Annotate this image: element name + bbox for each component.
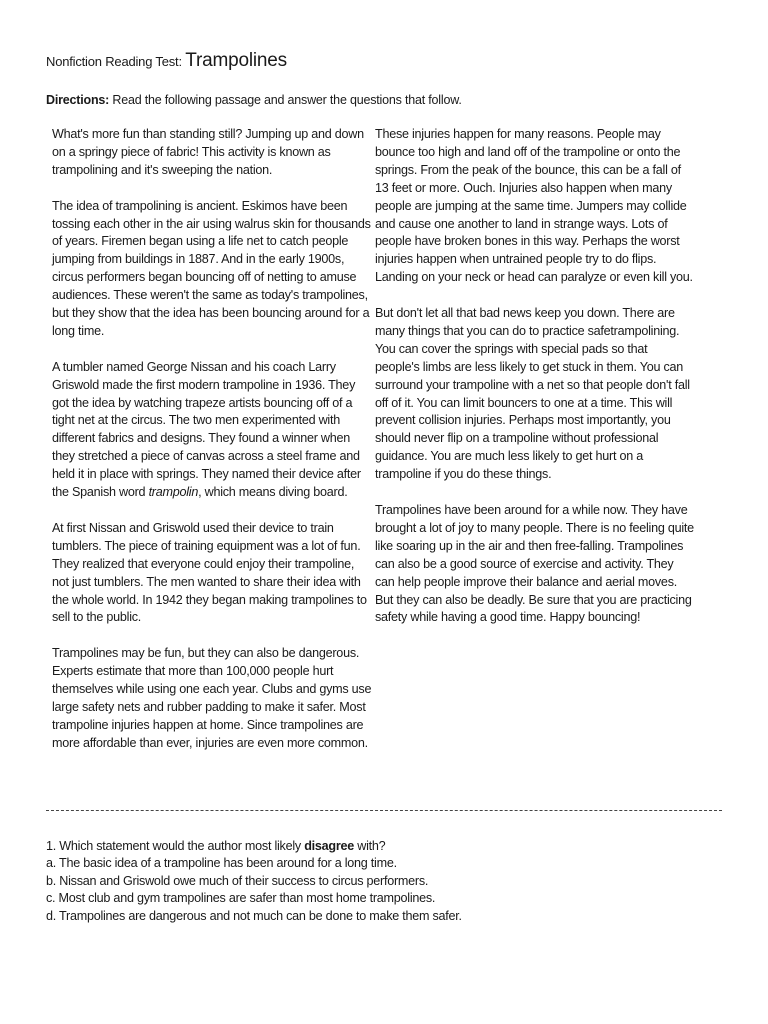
page-title: [46, 50, 287, 72]
answer-choice-a: a. The basic idea of a trampoline has been around for a long time.: [46, 856, 397, 871]
passage-paragraph: What's more fun than standing still? Jumping up and down on a springy piece of fabric! This activity is known as trampolining and it's sweeping the nation.: [52, 127, 364, 177]
title-main: Trampolines: [185, 50, 287, 71]
passage-column-left: [52, 126, 372, 771]
paragraph-text: , which means diving board.: [198, 485, 348, 500]
passage-column-right: [375, 126, 695, 645]
dashed-divider: [46, 810, 722, 811]
passage-paragraph: But don't let all that bad news keep you down. There are many things that you can do to practice safetrampolining. You can cover the springs with special pads so that people's limbs are less likely to get stuck in them. You can surround your trampoline with a net so that people don't fall off of it. You can limit bouncers to one at a time. This will prevent collision injuries. Perhaps most importantly, you should never flip on a trampoline without professional guidance. You are much less likely to get hurt on a trampoline if you do these things.: [375, 306, 690, 482]
passage-paragraph: Trampolines may be fun, but they can also be dangerous. Experts estimate that more than 100,000 people hurt themselves while using one each year. Clubs and gyms use large safety nets and rubber padding to make it safer. Most trampoline injuries happen at home. Since trampolines are more affordable than ever, injuries are even more common.: [52, 646, 372, 750]
answer-choice-c: c. Most club and gym trampolines are safer than most home trampolines.: [46, 891, 436, 906]
answer-choice-b: b. Nissan and Griswold owe much of their success to circus performers.: [46, 873, 429, 888]
passage-paragraph: These injuries happen for many reasons. People may bounce too high and land off of the trampoline or onto the springs. From the peak of the bounce, this can be a fall of 13 feet or more. Ouch. Injuries also happen when many people are jumping at the same time. Jumpers may collide and cause one another to land in strange ways. Lots of people have broken bones in this way. Perhaps the worst injuries happen when untrained people try to do flips. Landing on your neck or head can paralyze or even kill you.: [375, 127, 693, 285]
question-1: [46, 838, 462, 925]
paragraph-text: A tumbler named George Nissan and his coach Larry Griswold made the first modern trampoline in 1936. They got the idea by watching trapeze artists bouncing off of a tight net at the circus. The two men experimented with different fabrics and designs. They found a winner when they stretched a piece of canvas across a steel frame and held it in place with springs. They named their device after the Spanish word: [52, 359, 361, 500]
italic-word: trampolin: [148, 485, 199, 500]
passage-paragraph: Trampolines have been around for a while now. They have brought a lot of joy to many people. There is no feeling quite like soaring up in the air and then free-falling. Trampolines can also be a good source of exercise and activity. They can help people improve their balance and aerial moves. But they can also be deadly. Be sure that you are practicing safety while having a good time. Happy bouncing!: [375, 503, 694, 625]
passage-paragraph: [52, 359, 372, 502]
stem-bold-word: disagree: [304, 839, 355, 853]
title-prefix: Nonfiction Reading Test:: [46, 54, 186, 69]
passage-paragraph: The idea of trampolining is ancient. Eskimos have been tossing each other in the air using walrus skin for thousands of years. Firemen began using a life net to catch people jumping from buildings in 1887. And in the early 1900s, circus performers began bouncing off of netting to amuse audiences. These weren't the same as today's trampolines, but they show that the idea has been bouncing around for a long time.: [52, 198, 371, 338]
stem-text: 1. Which statement would the author most likely: [46, 839, 305, 853]
question-stem: [46, 838, 462, 855]
directions-label: Directions:: [46, 93, 110, 107]
answer-choice-d: d. Trampolines are dangerous and not much can be done to make them safer.: [46, 908, 462, 923]
directions-text: Read the following passage and answer the questions that follow.: [109, 93, 462, 107]
stem-text: with?: [354, 839, 386, 853]
passage-paragraph: At first Nissan and Griswold used their device to train tumblers. The piece of training equipment was a lot of fun. They realized that everyone could enjoy their trampoline, not just tumblers. The men wanted to share their idea with the whole world. In 1942 they began making trampolines to sell to the public.: [52, 520, 367, 625]
directions: [46, 93, 462, 107]
